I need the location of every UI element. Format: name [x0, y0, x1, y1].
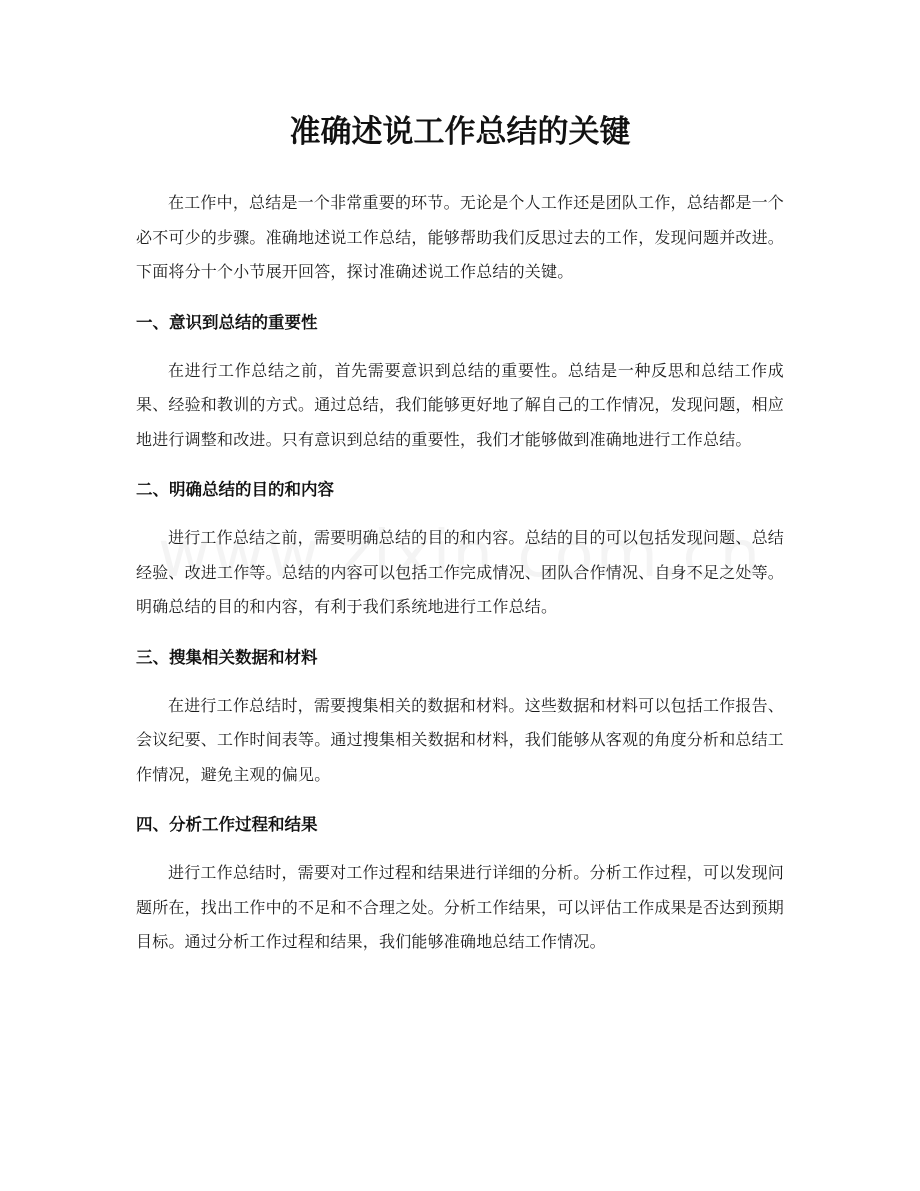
section-1-heading: 一、意识到总结的重要性 [136, 312, 318, 332]
section-3-body: 在进行工作总结时，需要搜集相关的数据和材料。这些数据和材料可以包括工作报告、会议纪要、工作时间表等。通过搜集相关数据和材料，我们能够从客观的角度分析和总结工作情况，避免主观的偏见。 [136, 695, 785, 784]
intro-paragraph: 在工作中，总结是一个非常重要的环节。无论是个人工作还是团队工作，总结都是一个必不可少的步骤。准确地述说工作总结，能够帮助我们反思过去的工作，发现问题并改进。下面将分十个小节展开回答，探讨准确述说工作总结的关键。 [136, 193, 785, 281]
section-4-heading: 四、分析工作过程和结果 [136, 815, 318, 834]
section-2-heading: 二、明确总结的目的和内容 [136, 480, 334, 499]
section-4-body: 进行工作总结时，需要对工作过程和结果进行详细的分析。分析工作过程，可以发现问题所在，找出工作中的不足和不合理之处。分析工作结果，可以评估工作成果是否达到预期目标。通过分析工作过程和结果，我们能够准确地总结工作情况。 [136, 863, 785, 951]
document-content [136, 108, 784, 960]
section-3-heading: 三、搜集相关数据和材料 [136, 647, 318, 667]
section-1-body: 在进行工作总结之前，首先需要意识到总结的重要性。总结是一种反思和总结工作成果、经验和教训的方式。通过总结，我们能够更好地了解自己的工作情况，发现问题，相应地进行调整和改进。只有意识到总结的重要性，我们才能够做到准确地进行工作总结。 [136, 360, 785, 449]
section-2-body: 进行工作总结之前，需要明确总结的目的和内容。总结的目的可以包括发现问题、总结经验、改进工作等。总结的内容可以包括工作完成情况、团队合作情况、自身不足之处等。明确总结的目的和内容，有利于我们系统地进行工作总结。 [136, 528, 785, 616]
page-title: 准确述说工作总结的关键 [289, 114, 631, 150]
